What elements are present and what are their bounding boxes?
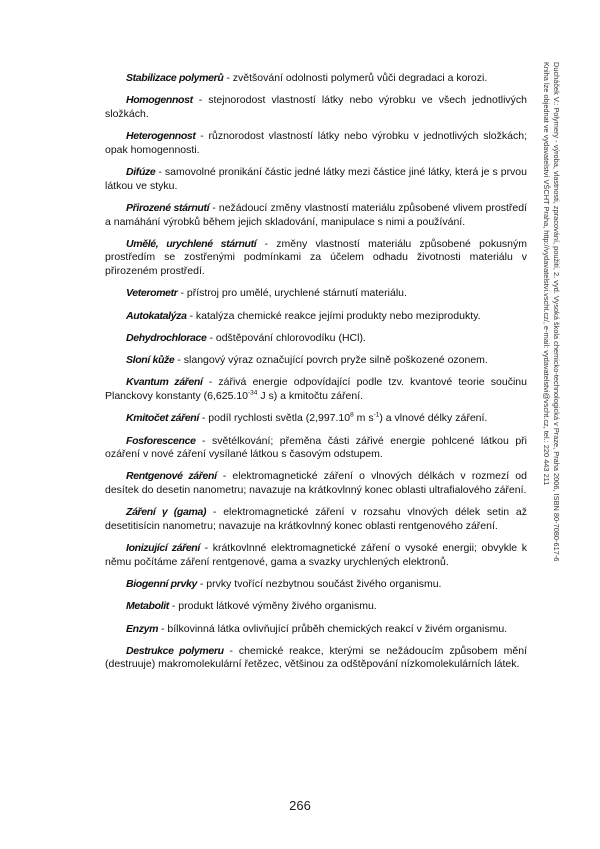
- glossary-entry: [105, 354, 527, 368]
- glossary-definition-cont: m s: [353, 412, 374, 425]
- glossary-term: Ionizující záření: [126, 542, 200, 555]
- glossary-term: Kvantum záření: [126, 376, 203, 389]
- side-citation-line-1: Ducháček V.: Polymery - výroba, vlastnosti, zpracování, použití, 2. vyd. Vysoká škola chemicko-technologická v Praze, Praha 2006, ISBN 80-7080-617-6: [552, 62, 561, 562]
- superscript-exponent: 8: [350, 411, 354, 419]
- glossary-definition: - bílkovinná látka ovlivňující průběh chemických reakcí v živém organismu.: [158, 622, 508, 635]
- glossary-definition-end: ) a vlnové délky záření.: [379, 412, 488, 425]
- side-citation-note: [542, 62, 561, 742]
- glossary-term: Stabilizace polymerů: [126, 72, 224, 84]
- glossary-term: Autokatalýza: [126, 309, 187, 322]
- glossary-definition: - nežádoucí změny vlastností materiálu způsobené vlivem prostředí a namáhání výrobků během jejich skladování, manipulace s nimi a používání.: [105, 201, 527, 228]
- glossary-entry: [105, 542, 527, 569]
- side-citation-line-2: Kniha lze objednat ve vydavatelství VŠCHT Praha, http://vydavatelstvi.vscht.cz/, e-mail: vydavatelstvi@vscht.cz, tel.: 220 443 211: [542, 62, 552, 486]
- glossary-entry: [105, 470, 527, 497]
- glossary-entry: [105, 376, 527, 403]
- glossary-term: Dehydrochlorace: [126, 331, 207, 344]
- glossary-definition: - samovolné pronikání částic jedné látky mezi částice jiné látky, která je s prvou látkou ve styku.: [105, 166, 527, 192]
- glossary-entry: [105, 166, 527, 193]
- glossary-entry: [105, 332, 527, 346]
- glossary-definition: - zářivá energie odpovídající podle tzv. kvantové teorie součinu Planckovy konstanty (6,625.10: [105, 376, 527, 402]
- glossary-term: Homogennost: [126, 94, 193, 107]
- glossary-term: Destrukce polymeru: [126, 644, 224, 657]
- glossary-entry: [105, 506, 527, 533]
- glossary-definition: - chemické reakce, kterými se nežádoucím způsobem mění (destruuje) makromolekulární řetězec, většinou za odštěpování nízkomolekulárních látek.: [105, 644, 528, 671]
- glossary-term: Kmitočet záření: [126, 412, 199, 425]
- glossary-definition: - elektromagnetické záření o vlnových délkách v rozmezí od desítek do desetin nanometru; navazuje na krátkovlnný konec oblasti ultrafialového záření.: [105, 470, 527, 496]
- glossary-definition: - prvky tvořící nezbytnou součást živého organismu.: [196, 578, 442, 591]
- glossary-entry: [105, 202, 527, 229]
- glossary-entry: [105, 600, 527, 614]
- glossary-entry: [105, 238, 527, 279]
- glossary-definition: - podíl rychlosti světla (2,997.10: [198, 412, 351, 425]
- glossary-term: Rentgenové záření: [126, 470, 217, 483]
- superscript-exponent: -34: [248, 389, 258, 397]
- glossary-definition: - zvětšování odolnosti polymerů vůči degradaci a korozi.: [223, 72, 488, 84]
- glossary-definition: - slangový výraz označující povrch pryže silně poškozené ozonem.: [174, 354, 488, 367]
- superscript-exponent: -1: [373, 411, 380, 419]
- glossary-term: Metabolit: [126, 600, 169, 613]
- glossary-term: Enzym: [126, 622, 159, 635]
- glossary-entry: [105, 287, 527, 301]
- glossary-definition: - krátkovlnné elektromagnetické záření o vysoké energii; obvykle k němu počítáme záření rentgenové, gama a svazky urychlených elektronů.: [105, 542, 527, 568]
- glossary-entry: [105, 578, 527, 592]
- glossary-term: Sloní kůže: [126, 354, 175, 367]
- glossary-definition: - elektromagnetické záření v rozsahu vlnových délek setin až desetitisícin nanometru; navazuje na krátkovlnný konec oblasti rentgenového záření.: [105, 506, 527, 532]
- glossary-entry: [105, 310, 527, 324]
- glossary-term: Veterometr: [126, 287, 178, 300]
- glossary-entry: [105, 645, 527, 672]
- glossary-definition: - odštěpování chlorovodíku (HCl).: [206, 331, 366, 344]
- glossary-definition: - produkt látkové výměny živého organismu.: [168, 600, 377, 613]
- glossary-definition-cont: J s) a kmitočtu záření.: [257, 389, 364, 402]
- glossary-definition: - přístroj pro umělé, urychlené stárnutí materiálu.: [177, 287, 407, 300]
- glossary-term: Difúze: [126, 166, 156, 179]
- glossary-entry: [105, 435, 527, 462]
- glossary-entry: [105, 412, 527, 426]
- glossary-definition: - světélkování; přeměna části zářivé energie pohlcené látkou při ozáření v nové záření vysílané látkou s časovým odstupem.: [105, 434, 527, 461]
- glossary-entry: [105, 623, 527, 637]
- glossary-definition: - změny vlastností materiálu způsobené pokusným prostředím se zostřenými podmínkami za účelem odhadu životnosti materiálu v přirozeném prostředí.: [105, 237, 527, 277]
- glossary-term: Fosforescence: [126, 434, 196, 447]
- glossary-entry: [105, 130, 527, 157]
- glossary-term: Biogenní prvky: [126, 578, 197, 591]
- glossary-definition: - katalýza chemické reakce jejími produkty nebo meziprodukty.: [186, 309, 481, 322]
- glossary-content: [105, 72, 527, 681]
- glossary-term: Přirozené stárnutí: [126, 201, 210, 214]
- glossary-definition: - stejnorodost vlastností látky nebo výrobku ve všech jednotlivých složkách.: [105, 94, 527, 120]
- glossary-definition: - různorodost vlastností látky nebo výrobku v jednotlivých složkách; opak homogennosti.: [105, 130, 527, 156]
- glossary-entry: [105, 72, 527, 86]
- glossary-term: Heterogennost: [126, 130, 196, 143]
- glossary-term: Záření γ (gama): [126, 506, 207, 519]
- page-number: 266: [289, 798, 311, 813]
- glossary-entry: [105, 94, 527, 121]
- glossary-term: Umělé, urychlené stárnutí: [126, 237, 257, 250]
